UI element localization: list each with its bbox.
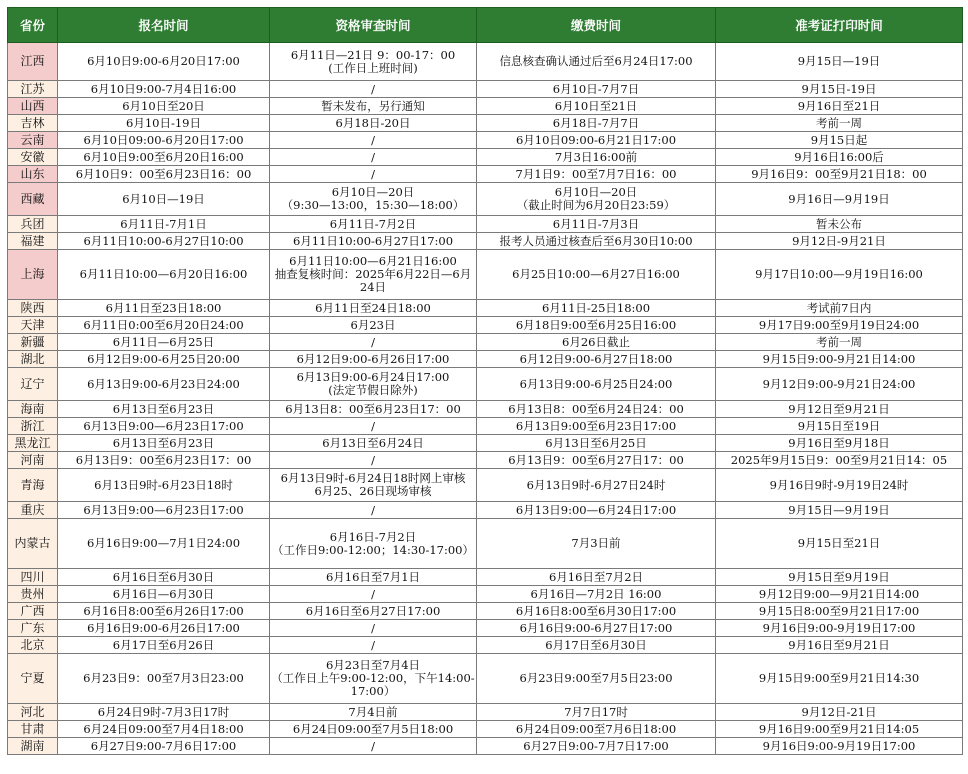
- registration-time-cell: 6月16日—6月30日: [58, 586, 270, 603]
- review-time-cell: 6月13日9时-6月24日18时网上审核 6月25、26日现场审核: [270, 469, 477, 502]
- admission-print-time-cell: 9月15日起: [716, 132, 963, 149]
- registration-time-cell: 6月17日至6月26日: [58, 637, 270, 654]
- registration-time-cell: 6月10日09:00-6月20日17:00: [58, 132, 270, 149]
- admission-print-time-cell: 9月17日10:00—9月19日16:00: [716, 250, 963, 300]
- admission-print-time-cell: 9月15日至9月19日: [716, 569, 963, 586]
- review-time-cell: 暂未发布，另行通知: [270, 98, 477, 115]
- header-row: [8, 8, 963, 43]
- fee-time-cell: 6月13日8：00至6月24日24：00: [477, 401, 716, 418]
- province-cell: 辽宁: [8, 368, 58, 401]
- review-time-cell: 6月13日8：00至6月23日17：00: [270, 401, 477, 418]
- registration-time-cell: 6月10日9:00-6月20日17:00: [58, 43, 270, 81]
- registration-time-cell: 6月24日09:00至7月4日18:00: [58, 721, 270, 738]
- review-time-cell: /: [270, 586, 477, 603]
- table-row: [8, 334, 963, 351]
- registration-time-cell: 6月11日-7月1日: [58, 216, 270, 233]
- province-cell: 湖南: [8, 738, 58, 755]
- table-row: [8, 654, 963, 704]
- admission-print-time-cell: 9月16日—9月19日: [716, 183, 963, 216]
- header-province: 省份: [8, 8, 58, 43]
- review-time-cell: 6月16日至6月27日17:00: [270, 603, 477, 620]
- table-row: [8, 401, 963, 418]
- fee-time-cell: 6月24日09:00至7月6日18:00: [477, 721, 716, 738]
- review-time-cell: /: [270, 149, 477, 166]
- table-row: [8, 721, 963, 738]
- table-row: [8, 586, 963, 603]
- review-time-cell: 6月10日—20日 （9:30—13:00，15:30—18:00）: [270, 183, 477, 216]
- registration-time-cell: 6月10日9:00至6月20日16:00: [58, 149, 270, 166]
- review-time-cell: 6月11日10:00-6月27日17:00: [270, 233, 477, 250]
- review-time-cell: /: [270, 132, 477, 149]
- table-row: [8, 81, 963, 98]
- province-cell: 上海: [8, 250, 58, 300]
- registration-time-cell: 6月13日9:00—6月23日17:00: [58, 502, 270, 519]
- registration-time-cell: 6月16日8:00至6月26日17:00: [58, 603, 270, 620]
- fee-time-cell: 6月16日—7月2日 16:00: [477, 586, 716, 603]
- registration-time-cell: 6月10日9：00至6月23日16：00: [58, 166, 270, 183]
- table-row: [8, 43, 963, 81]
- review-time-cell: 6月23日至7月4日 （工作日上午9:00-12:00，下午14:00-17:00）: [270, 654, 477, 704]
- review-time-cell: 6月24日09:00至7月5日18:00: [270, 721, 477, 738]
- fee-time-cell: 6月13日9:00至6月23日17:00: [477, 418, 716, 435]
- table-row: [8, 351, 963, 368]
- admission-print-time-cell: 9月15日至21日: [716, 519, 963, 569]
- province-cell: 山西: [8, 98, 58, 115]
- fee-time-cell: 信息核查确认通过后至6月24日17:00: [477, 43, 716, 81]
- province-cell: 兵团: [8, 216, 58, 233]
- province-cell: 江西: [8, 43, 58, 81]
- registration-time-cell: 6月11日10:00-6月27日10:00: [58, 233, 270, 250]
- fee-time-cell: 6月27日9:00-7月7日17:00: [477, 738, 716, 755]
- review-time-cell: /: [270, 81, 477, 98]
- province-cell: 安徽: [8, 149, 58, 166]
- fee-time-cell: 7月1日9：00至7月7日16：00: [477, 166, 716, 183]
- admission-print-time-cell: 考前一周: [716, 334, 963, 351]
- province-cell: 重庆: [8, 502, 58, 519]
- fee-time-cell: 6月13日9：00至6月27日17：00: [477, 452, 716, 469]
- province-cell: 贵州: [8, 586, 58, 603]
- fee-time-cell: 6月17日至6月30日: [477, 637, 716, 654]
- table-row: [8, 435, 963, 452]
- admission-print-time-cell: 考前一周: [716, 115, 963, 132]
- table-row: [8, 569, 963, 586]
- registration-time-cell: 6月10日至20日: [58, 98, 270, 115]
- fee-time-cell: 6月23日9:00至7月5日23:00: [477, 654, 716, 704]
- fee-time-cell: 6月10日-7月7日: [477, 81, 716, 98]
- fee-time-cell: 7月7日17时: [477, 704, 716, 721]
- exam-schedule-table-container: [7, 7, 963, 755]
- fee-time-cell: 6月16日8:00至6月30日17:00: [477, 603, 716, 620]
- table-row: [8, 418, 963, 435]
- table-row: [8, 603, 963, 620]
- province-cell: 广东: [8, 620, 58, 637]
- review-time-cell: 6月11日-7月2日: [270, 216, 477, 233]
- review-time-cell: 6月16日至7月1日: [270, 569, 477, 586]
- registration-time-cell: 6月10日-19日: [58, 115, 270, 132]
- review-time-cell: 6月13日9:00-6月24日17:00 (法定节假日除外): [270, 368, 477, 401]
- registration-time-cell: 6月13日9：00至6月23日17：00: [58, 452, 270, 469]
- registration-time-cell: 6月27日9:00-7月6日17:00: [58, 738, 270, 755]
- admission-print-time-cell: 9月16日至9月18日: [716, 435, 963, 452]
- table-row: [8, 149, 963, 166]
- registration-time-cell: 6月11日至23日18:00: [58, 300, 270, 317]
- review-time-cell: 6月16日-7月2日 （工作日9:00-12:00；14:30-17:00）: [270, 519, 477, 569]
- admission-print-time-cell: 9月12日-21日: [716, 704, 963, 721]
- review-time-cell: /: [270, 166, 477, 183]
- fee-time-cell: 6月11日-25日18:00: [477, 300, 716, 317]
- admission-print-time-cell: 9月16日9:00-9月19日17:00: [716, 620, 963, 637]
- admission-print-time-cell: 9月16日9：00至9月21日18：00: [716, 166, 963, 183]
- admission-print-time-cell: 9月16日16:00后: [716, 149, 963, 166]
- review-time-cell: 6月11日—21日 9：00-17：00 (工作日上班时间): [270, 43, 477, 81]
- province-cell: 河北: [8, 704, 58, 721]
- table-row: [8, 132, 963, 149]
- table-row: [8, 368, 963, 401]
- province-cell: 黑龙江: [8, 435, 58, 452]
- admission-print-time-cell: 暂未公布: [716, 216, 963, 233]
- registration-time-cell: 6月16日9:00—7月1日24:00: [58, 519, 270, 569]
- registration-time-cell: 6月10日9:00-7月4日16:00: [58, 81, 270, 98]
- fee-time-cell: 6月26日截止: [477, 334, 716, 351]
- header-registration-time: 报名时间: [58, 8, 270, 43]
- fee-time-cell: 报考人员通过核查后至6月30日10:00: [477, 233, 716, 250]
- fee-time-cell: 6月13日9时-6月27日24时: [477, 469, 716, 502]
- province-cell: 江苏: [8, 81, 58, 98]
- registration-time-cell: 6月13日9时-6月23日18时: [58, 469, 270, 502]
- table-row: [8, 98, 963, 115]
- table-row: [8, 115, 963, 132]
- fee-time-cell: 7月3日16:00前: [477, 149, 716, 166]
- registration-time-cell: 6月13日至6月23日: [58, 401, 270, 418]
- province-cell: 云南: [8, 132, 58, 149]
- admission-print-time-cell: 9月17日9:00至9月19日24:00: [716, 317, 963, 334]
- admission-print-time-cell: 9月12日至9月21日: [716, 401, 963, 418]
- registration-time-cell: 6月13日9:00—6月23日17:00: [58, 418, 270, 435]
- registration-time-cell: 6月16日至6月30日: [58, 569, 270, 586]
- header-review-time: 资格审查时间: [270, 8, 477, 43]
- table-body: [8, 43, 963, 755]
- province-cell: 新疆: [8, 334, 58, 351]
- registration-time-cell: 6月11日0:00至6月20日24:00: [58, 317, 270, 334]
- admission-print-time-cell: 9月12日-9月21日: [716, 233, 963, 250]
- table-row: [8, 183, 963, 216]
- admission-print-time-cell: 考试前7日内: [716, 300, 963, 317]
- admission-print-time-cell: 9月16日9:00-9月19日17:00: [716, 738, 963, 755]
- registration-time-cell: 6月11日10:00—6月20日16:00: [58, 250, 270, 300]
- admission-print-time-cell: 9月16日至21日: [716, 98, 963, 115]
- province-cell: 陕西: [8, 300, 58, 317]
- admission-print-time-cell: 9月15日8:00至9月21日17:00: [716, 603, 963, 620]
- province-cell: 福建: [8, 233, 58, 250]
- table-row: [8, 300, 963, 317]
- province-cell: 天津: [8, 317, 58, 334]
- fee-time-cell: 6月12日9:00-6月27日18:00: [477, 351, 716, 368]
- fee-time-cell: 6月10日—20日 （截止时间为6月20日23:59）: [477, 183, 716, 216]
- registration-time-cell: 6月13日至6月23日: [58, 435, 270, 452]
- province-cell: 北京: [8, 637, 58, 654]
- province-cell: 四川: [8, 569, 58, 586]
- registration-time-cell: 6月10日—19日: [58, 183, 270, 216]
- admission-print-time-cell: 2025年9月15日9：00至9月21日14：05: [716, 452, 963, 469]
- review-time-cell: 6月11日至24日18:00: [270, 300, 477, 317]
- review-time-cell: 6月18日-20日: [270, 115, 477, 132]
- fee-time-cell: 6月13日至6月25日: [477, 435, 716, 452]
- review-time-cell: 6月12日9:00-6月26日17:00: [270, 351, 477, 368]
- fee-time-cell: 6月11日-7月3日: [477, 216, 716, 233]
- header-fee-time: 缴费时间: [477, 8, 716, 43]
- province-cell: 宁夏: [8, 654, 58, 704]
- table-row: [8, 216, 963, 233]
- fee-time-cell: 6月16日至7月2日: [477, 569, 716, 586]
- admission-print-time-cell: 9月15日—19日: [716, 43, 963, 81]
- admission-print-time-cell: 9月16日9时-9月19日24时: [716, 469, 963, 502]
- province-cell: 河南: [8, 452, 58, 469]
- table-row: [8, 317, 963, 334]
- review-time-cell: /: [270, 502, 477, 519]
- registration-time-cell: 6月11日—6月25日: [58, 334, 270, 351]
- province-cell: 山东: [8, 166, 58, 183]
- table-row: [8, 502, 963, 519]
- review-time-cell: /: [270, 637, 477, 654]
- table-row: [8, 637, 963, 654]
- admission-print-time-cell: 9月16日9:00至9月21日14:05: [716, 721, 963, 738]
- province-cell: 海南: [8, 401, 58, 418]
- admission-print-time-cell: 9月16日至9月21日: [716, 637, 963, 654]
- province-cell: 甘肃: [8, 721, 58, 738]
- header-admission-print-time: 准考证打印时间: [716, 8, 963, 43]
- registration-time-cell: 6月12日9:00-6月25日20:00: [58, 351, 270, 368]
- fee-time-cell: 6月10日09:00-6月21日17:00: [477, 132, 716, 149]
- fee-time-cell: 6月13日9:00-6月25日24:00: [477, 368, 716, 401]
- table-row: [8, 233, 963, 250]
- table-row: [8, 250, 963, 300]
- admission-print-time-cell: 9月15日-19日: [716, 81, 963, 98]
- province-cell: 青海: [8, 469, 58, 502]
- table-row: [8, 519, 963, 569]
- registration-time-cell: 6月13日9:00-6月23日24:00: [58, 368, 270, 401]
- review-time-cell: /: [270, 418, 477, 435]
- review-time-cell: /: [270, 452, 477, 469]
- admission-print-time-cell: 9月12日9:00-9月21日24:00: [716, 368, 963, 401]
- registration-time-cell: 6月16日9:00-6月26日17:00: [58, 620, 270, 637]
- fee-time-cell: 7月3日前: [477, 519, 716, 569]
- review-time-cell: 6月13日至6月24日: [270, 435, 477, 452]
- province-cell: 广西: [8, 603, 58, 620]
- province-cell: 内蒙古: [8, 519, 58, 569]
- table-row: [8, 166, 963, 183]
- fee-time-cell: 6月10日至21日: [477, 98, 716, 115]
- exam-schedule-table: [7, 7, 963, 755]
- table-row: [8, 738, 963, 755]
- fee-time-cell: 6月18日9:00至6月25日16:00: [477, 317, 716, 334]
- review-time-cell: /: [270, 738, 477, 755]
- province-cell: 浙江: [8, 418, 58, 435]
- province-cell: 湖北: [8, 351, 58, 368]
- review-time-cell: 7月4日前: [270, 704, 477, 721]
- admission-print-time-cell: 9月15日至19日: [716, 418, 963, 435]
- province-cell: 吉林: [8, 115, 58, 132]
- table-row: [8, 469, 963, 502]
- admission-print-time-cell: 9月15日9:00-9月21日14:00: [716, 351, 963, 368]
- admission-print-time-cell: 9月15日—9月19日: [716, 502, 963, 519]
- registration-time-cell: 6月23日9：00至7月3日23:00: [58, 654, 270, 704]
- review-time-cell: /: [270, 334, 477, 351]
- fee-time-cell: 6月16日9:00-6月27日17:00: [477, 620, 716, 637]
- fee-time-cell: 6月18日-7月7日: [477, 115, 716, 132]
- table-row: [8, 704, 963, 721]
- fee-time-cell: 6月25日10:00—6月27日16:00: [477, 250, 716, 300]
- registration-time-cell: 6月24日9时-7月3日17时: [58, 704, 270, 721]
- review-time-cell: 6月11日10:00—6月21日16:00 抽查复核时间：2025年6月22日—6月24日: [270, 250, 477, 300]
- admission-print-time-cell: 9月15日9:00至9月21日14:30: [716, 654, 963, 704]
- fee-time-cell: 6月13日9:00—6月24日17:00: [477, 502, 716, 519]
- review-time-cell: /: [270, 620, 477, 637]
- table-row: [8, 452, 963, 469]
- admission-print-time-cell: 9月12日9:00—9月21日14:00: [716, 586, 963, 603]
- review-time-cell: 6月23日: [270, 317, 477, 334]
- table-row: [8, 620, 963, 637]
- province-cell: 西藏: [8, 183, 58, 216]
